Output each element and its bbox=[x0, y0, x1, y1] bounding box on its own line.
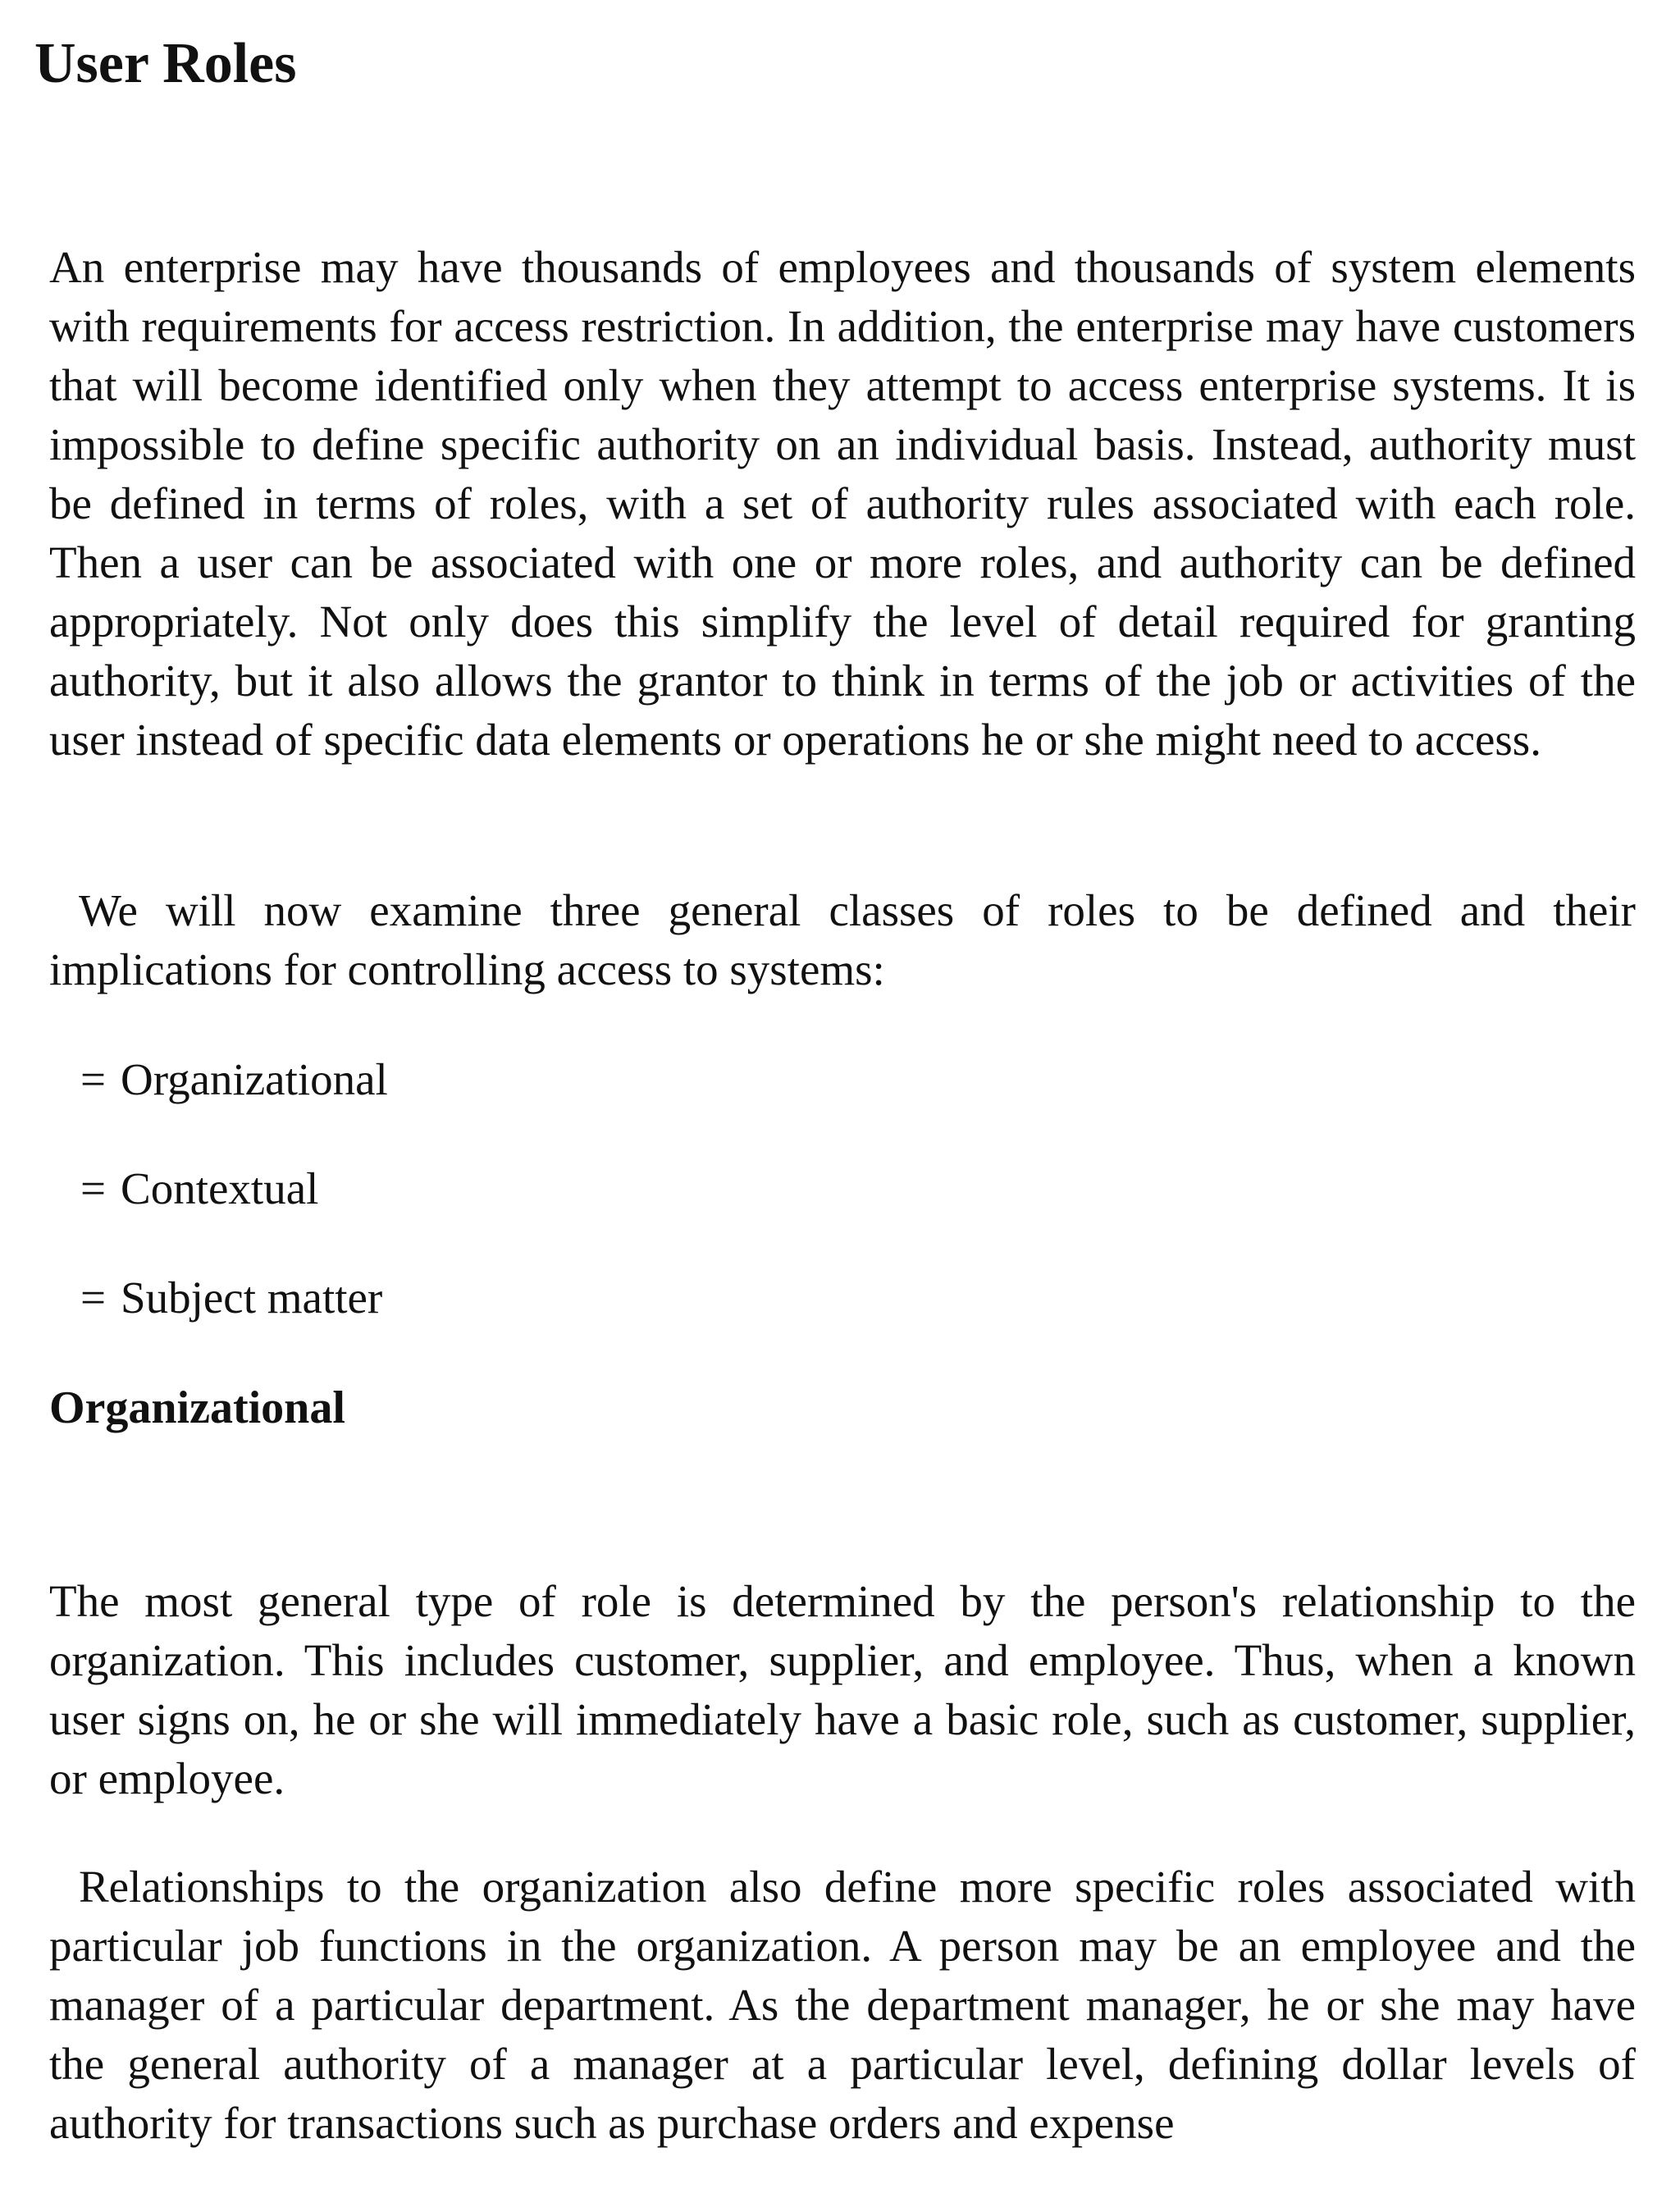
bullet-marker: = bbox=[80, 1273, 107, 1323]
list-item-organizational bbox=[80, 1050, 388, 1109]
section-heading-organizational: Organizational bbox=[49, 1382, 345, 1433]
bullet-marker: = bbox=[80, 1163, 107, 1213]
organizational-paragraph-1: The most general type of role is determined by the person's relationship to the organization. This includes customer, supplier, and employee. Thus, when a known user signs on, he or she will immediately have a basic role, such as customer, supplier, or employee. bbox=[49, 1576, 1636, 1803]
role-classes-intro-paragraph: We will now examine three general classes of roles to be defined and their implications for controlling access to systems: bbox=[49, 885, 1636, 994]
organizational-paragraph-2: Relationships to the organization also define more specific roles associated with particular job functions in the organization. A person may be an employee and the manager of a particular department. As the department manager, he or she may have the general authority of a manager at a particular level, defining dollar levels of authority for transactions such as purchase orders and expense bbox=[49, 1862, 1636, 2148]
list-item-label: Subject matter bbox=[121, 1273, 383, 1323]
intro-paragraph: An enterprise may have thousands of employees and thousands of system elements with requirements for access restriction. In addition, the enterprise may have customers that will become identified only when they attempt to access enterprise systems. It is impossible to define specific authority on an individual basis. Instead, authority must be defined in terms of roles, with a set of authority rules associated with each role. Then a user can be associated with one or more roles, and authority can be defined appropriately. Not only does this simplify the level of detail required for granting authority, but it also allows the grantor to think in terms of the job or activities of the user instead of specific data elements or operations he or she might need to access. bbox=[49, 242, 1636, 765]
list-item-contextual bbox=[80, 1159, 318, 1218]
bullet-marker: = bbox=[80, 1054, 107, 1104]
list-item-label: Contextual bbox=[121, 1163, 319, 1213]
list-item-subject-matter bbox=[80, 1268, 382, 1327]
page-title: User Roles bbox=[34, 32, 297, 95]
list-item-label: Organizational bbox=[121, 1054, 388, 1104]
